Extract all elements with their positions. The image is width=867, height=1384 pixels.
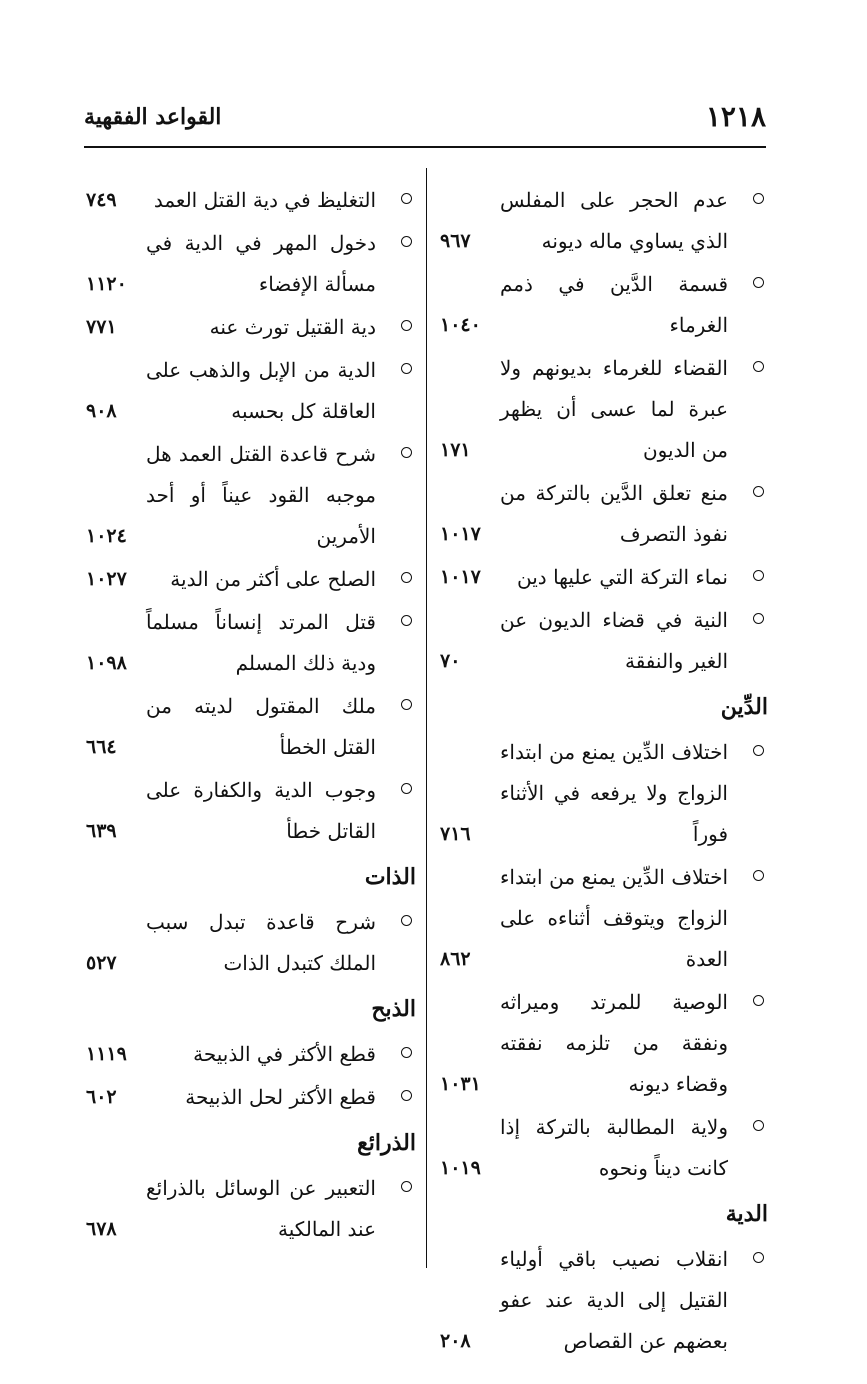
bullet-icon	[401, 236, 412, 247]
index-entry	[440, 982, 768, 1105]
entry-text: شرح قاعدة تبدل سبب الملك كتبدل الذات	[146, 910, 376, 975]
bullet-icon	[753, 570, 764, 581]
section-heading: الذات	[364, 864, 416, 890]
page-header	[84, 100, 766, 148]
section-heading: الدِّين	[720, 694, 768, 720]
entry-text: وجوب الدية والكفارة على القاتل خطأ	[146, 778, 376, 843]
index-entry	[440, 180, 768, 262]
bullet-icon	[401, 1047, 412, 1058]
entry-text: انقلاب نصيب باقي أولياء القتيل إلى الدية عند عفو بعضهم عن القصاص	[500, 1247, 728, 1353]
index-entry	[86, 434, 416, 557]
index-entry	[86, 602, 416, 684]
index-entry	[86, 902, 416, 984]
bullet-icon	[753, 361, 764, 372]
page-reference: ٦٠٢	[86, 1086, 117, 1108]
index-entry	[86, 223, 416, 305]
entry-text: الوصية للمرتد وميراثه ونفقة من تلزمه نفقته وقضاء ديونه	[500, 990, 728, 1096]
entry-text: التعبير عن الوسائل بالذرائع عند المالكية	[146, 1176, 376, 1241]
bullet-icon	[401, 572, 412, 583]
index-entry	[440, 857, 768, 980]
bullet-icon	[753, 277, 764, 288]
bullet-icon	[753, 486, 764, 497]
index-entry	[440, 473, 768, 555]
column-divider	[426, 168, 427, 1268]
entry-text: قطع الأكثر لحل الذبيحة	[185, 1085, 376, 1109]
page-reference: ١٧١	[440, 439, 471, 461]
book-title: القواعد الفقهية	[84, 104, 222, 130]
page-reference: ٦٦٤	[86, 736, 117, 758]
entry-text: دية القتيل تورث عنه	[209, 315, 376, 339]
page-reference: ٩٦٧	[440, 230, 471, 252]
bullet-icon	[401, 915, 412, 926]
entry-text: منع تعلق الدَّين بالتركة من نفوذ التصرف	[500, 481, 728, 546]
entry-text: الدية من الإبل والذهب على العاقلة كل بحسبه	[146, 358, 376, 423]
page-reference: ٦٧٨	[86, 1218, 117, 1240]
entry-text: شرح قاعدة القتل العمد هل موجبه القود عيناً أو أحد الأمرين	[146, 442, 376, 548]
entry-text: اختلاف الدِّين يمنع من ابتداء الزواج ولا يرفعه في الأثناء فوراً	[500, 740, 728, 846]
bullet-icon	[753, 870, 764, 881]
index-entry	[440, 264, 768, 346]
page-reference: ١٠٣١	[440, 1073, 481, 1095]
entry-text: نماء التركة التي عليها دين	[517, 565, 728, 589]
page-reference: ٧٧١	[86, 316, 117, 338]
page-reference: ٥٢٧	[86, 952, 117, 974]
index-entry	[440, 1239, 768, 1362]
page-reference: ٧٤٩	[86, 189, 117, 211]
index-entry	[440, 1107, 768, 1189]
index-column-right	[440, 180, 768, 1364]
entry-text: عدم الحجر على المفلس الذي يساوي ماله ديونه	[500, 188, 728, 253]
index-column-left	[86, 180, 416, 1252]
entry-text: قسمة الدَّين في ذمم الغرماء	[500, 272, 728, 337]
index-entry	[86, 1077, 416, 1118]
bullet-icon	[401, 320, 412, 331]
page-reference: ١١١٩	[86, 1043, 127, 1065]
page-reference: ١٠٢٧	[86, 568, 127, 590]
header-rule	[84, 146, 766, 148]
bullet-icon	[753, 1252, 764, 1263]
index-entry	[86, 770, 416, 852]
index-entry	[86, 1034, 416, 1075]
index-entry	[440, 732, 768, 855]
bullet-icon	[401, 363, 412, 374]
bullet-icon	[401, 699, 412, 710]
index-entry	[440, 348, 768, 471]
section-heading: الدية	[725, 1201, 768, 1227]
bullet-icon	[753, 613, 764, 624]
page-reference: ١٠٢٤	[86, 525, 127, 547]
page-reference: ٦٣٩	[86, 820, 117, 842]
index-entry	[86, 180, 416, 221]
index-entry	[86, 350, 416, 432]
entry-text: ملك المقتول لديته من القتل الخطأ	[146, 694, 376, 759]
bullet-icon	[753, 745, 764, 756]
index-entry	[86, 307, 416, 348]
entry-text: الصلح على أكثر من الدية	[170, 567, 376, 591]
entry-text: ولاية المطالبة بالتركة إذا كانت ديناً ونحوه	[500, 1115, 728, 1180]
page-reference: ٧٠	[440, 650, 461, 672]
page-reference: ٩٠٨	[86, 400, 117, 422]
page-reference: ٢٠٨	[440, 1330, 471, 1352]
bullet-icon	[401, 615, 412, 626]
page-reference: ٨٦٢	[440, 948, 471, 970]
bullet-icon	[753, 1120, 764, 1131]
entry-text: قتل المرتد إنساناً مسلماً ودية ذلك المسلم	[146, 610, 376, 675]
entry-text: اختلاف الدِّين يمنع من ابتداء الزواج ويتوقف أثناءه على العدة	[500, 865, 728, 971]
bullet-icon	[401, 193, 412, 204]
page-reference: ١٠١٩	[440, 1157, 481, 1179]
bullet-icon	[753, 995, 764, 1006]
index-entry	[86, 686, 416, 768]
page-reference: ١١٢٠	[86, 273, 127, 295]
section-heading: الذرائع	[357, 1130, 416, 1156]
bullet-icon	[753, 193, 764, 204]
page-reference: ١٠٩٨	[86, 652, 127, 674]
entry-text: التغليظ في دية القتل العمد	[153, 188, 376, 212]
page-reference: ٧١٦	[440, 823, 471, 845]
page-number: ١٢١٨	[705, 100, 766, 133]
entry-text: النية في قضاء الديون عن الغير والنفقة	[500, 608, 728, 673]
entry-text: دخول المهر في الدية في مسألة الإفضاء	[146, 231, 376, 296]
index-entry	[440, 600, 768, 682]
page-reference: ١٠١٧	[440, 566, 481, 588]
bullet-icon	[401, 783, 412, 794]
index-entry	[86, 559, 416, 600]
section-heading: الذبح	[371, 996, 416, 1022]
page-reference: ١٠١٧	[440, 523, 481, 545]
bullet-icon	[401, 1090, 412, 1101]
index-entry	[86, 1168, 416, 1250]
bullet-icon	[401, 1181, 412, 1192]
page-reference: ١٠٤٠	[440, 314, 481, 336]
index-entry	[440, 557, 768, 598]
entry-text: القضاء للغرماء بديونهم ولا عبرة لما عسى أن يظهر من الديون	[500, 356, 728, 462]
bullet-icon	[401, 447, 412, 458]
entry-text: قطع الأكثر في الذبيحة	[193, 1042, 376, 1066]
